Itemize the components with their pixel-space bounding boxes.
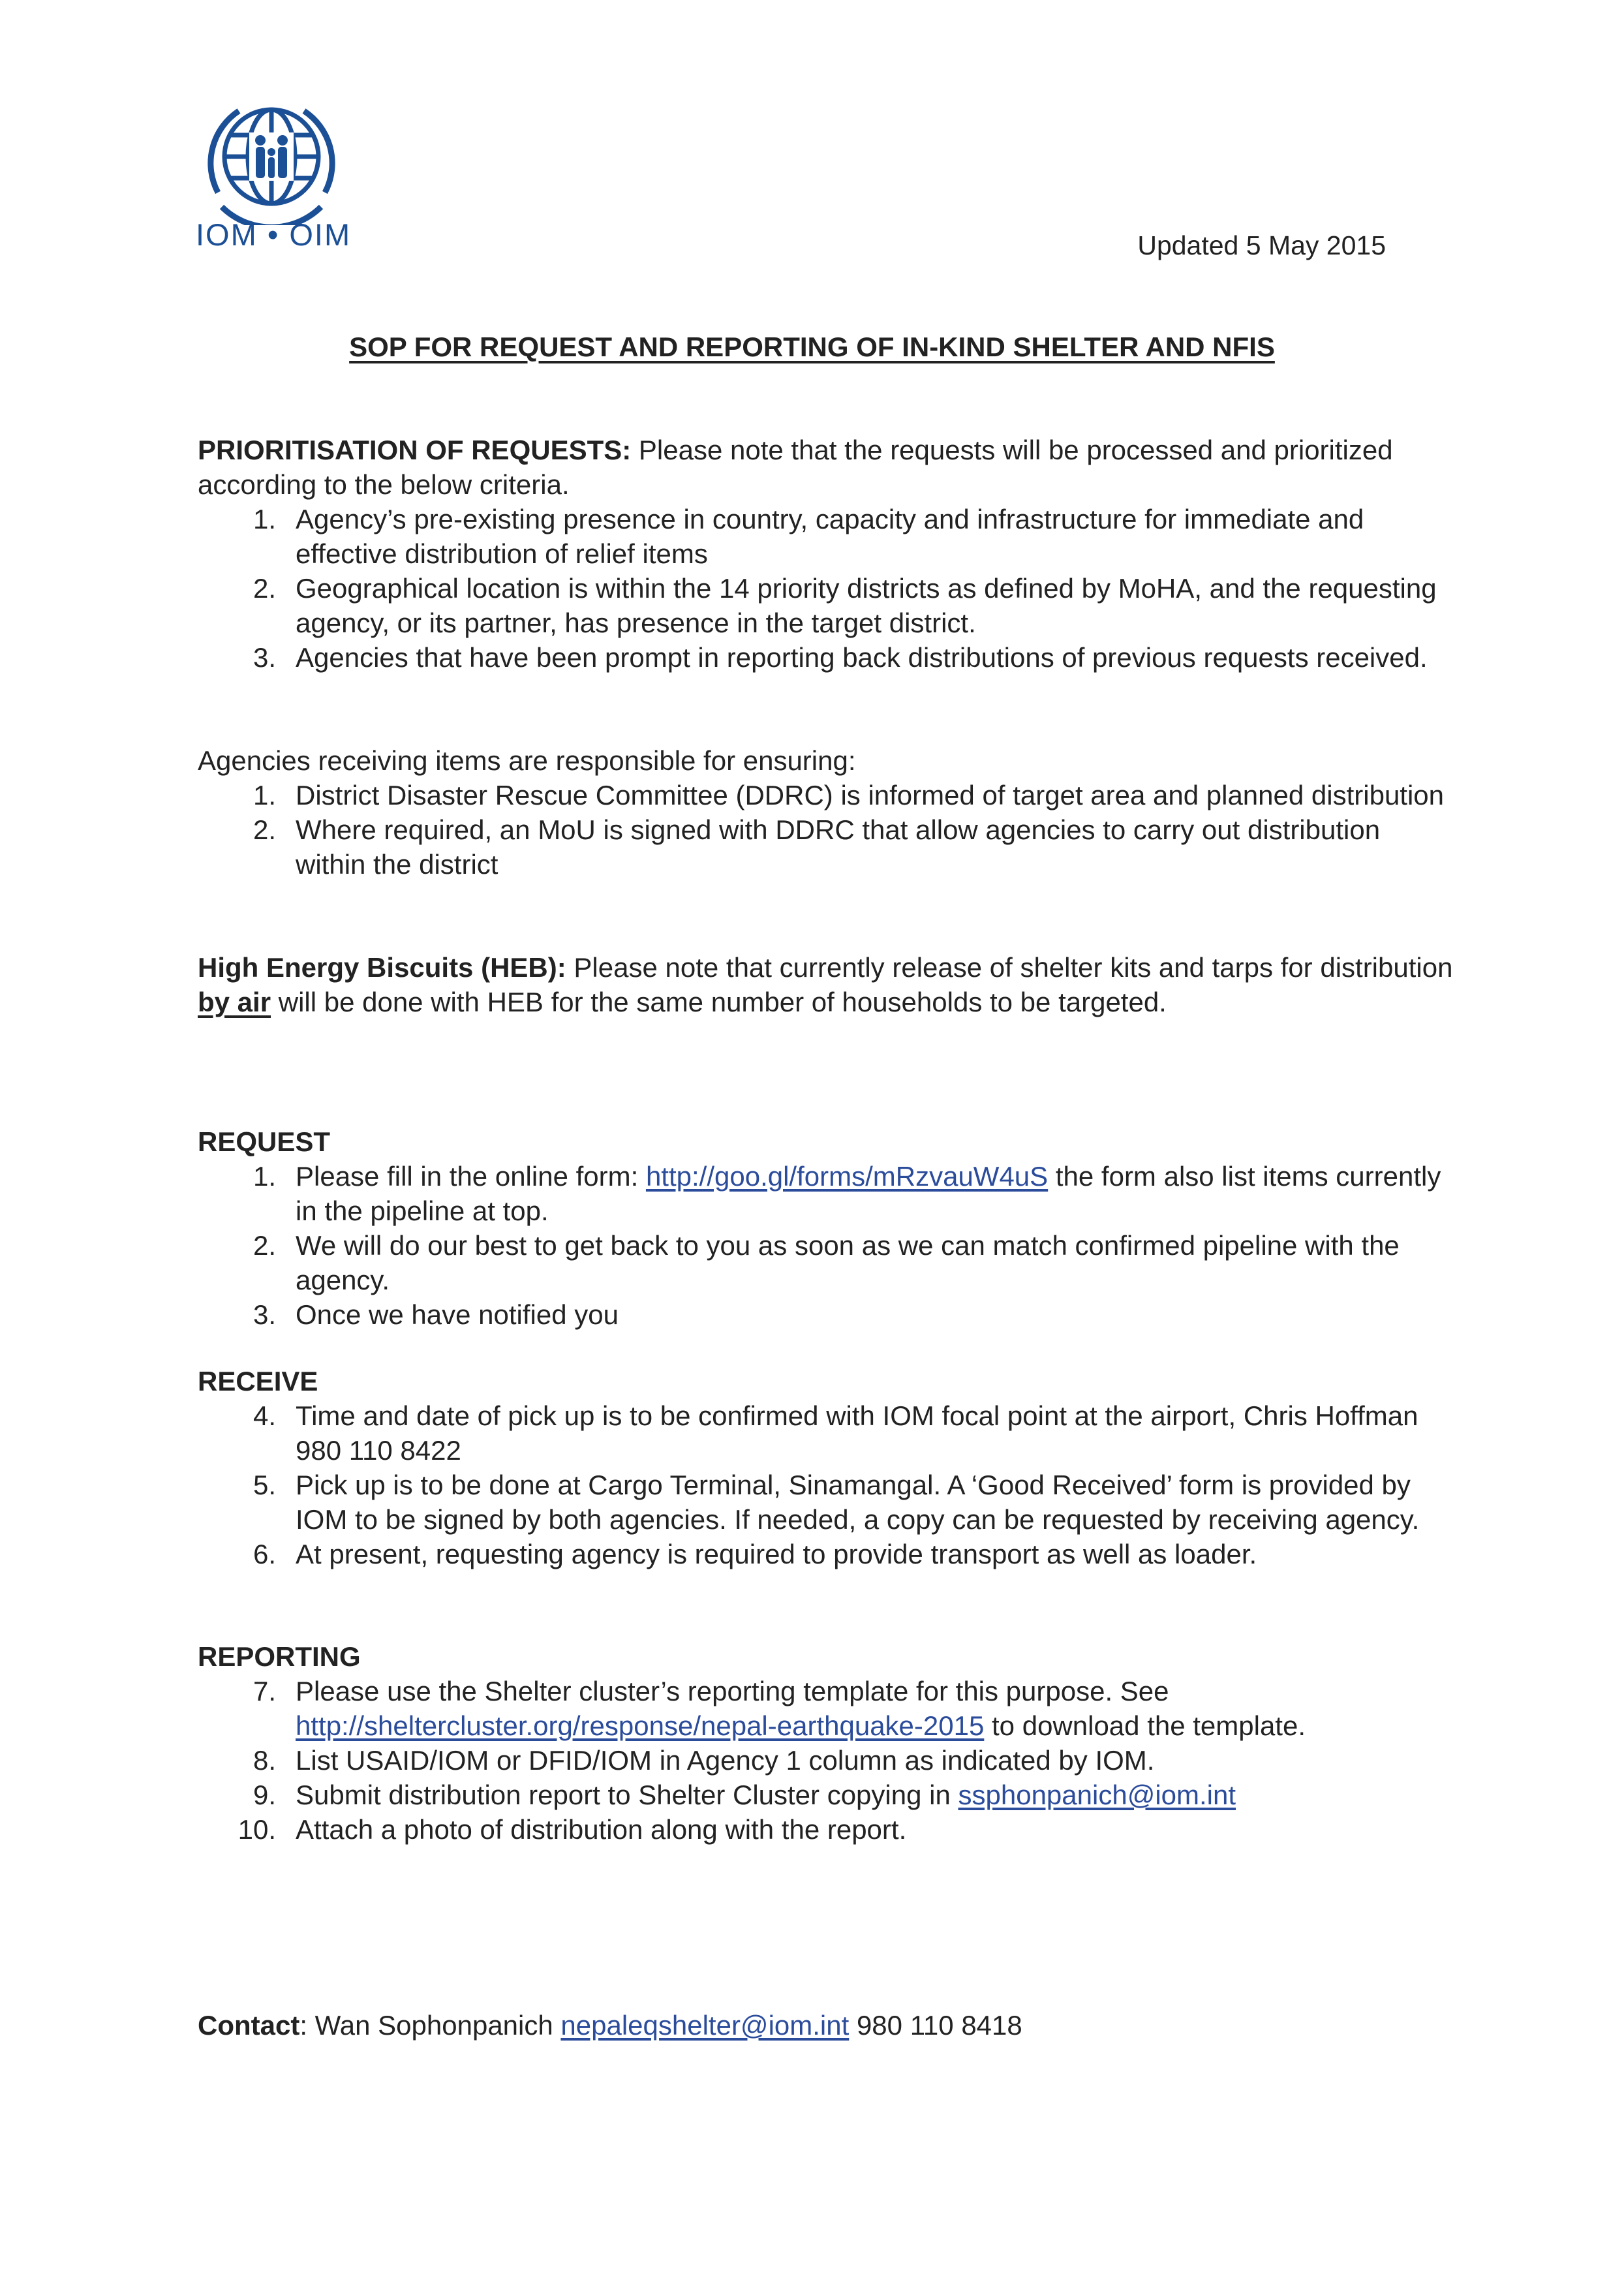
list-number: 2. [253,814,276,845]
list-item [198,1398,1457,1468]
list-number: 8. [253,1745,276,1776]
list-item [198,1674,1457,1743]
list-number: 2. [253,573,276,604]
contact-line [198,2008,1457,2043]
responsibilities-list [198,778,1457,882]
request-heading: REQUEST [198,1126,331,1157]
heb-section [198,950,1457,1019]
prioritisation-intro [198,433,1457,502]
contact-phone: 980 110 8418 [849,2010,1022,2041]
list-item-text: Agency’s pre-existing presence in country, capacity and infrastructure for immediate and effective distribution of relief items [296,504,1364,569]
list-item-text: At present, requesting agency is required to provide transport as well as loader. [296,1539,1257,1569]
heb-text-before: Please note that currently release of shelter kits and tarps for distribution [566,952,1453,983]
list-item [198,1297,1457,1332]
list-item-text: Pick up is to be done at Cargo Terminal, Sinamangal. A ‘Good Received’ form is provided by IOM to be signed by both agencies. If needed, a copy can be requested by receiving agency. [296,1470,1420,1535]
list-number: 2. [253,1230,276,1261]
contact-section [198,2008,1457,2043]
responsibilities-intro: Agencies receiving items are responsible for ensuring: [198,745,856,776]
list-item [198,1812,1457,1847]
responsibilities-section [198,743,1457,882]
list-number: 10. [237,1814,276,1845]
list-number: 3. [253,1299,276,1330]
list-item-text: Please use the Shelter cluster’s reporting template for this purpose. See [296,1676,1169,1706]
shelter-cluster-link[interactable]: http://sheltercluster.org/response/nepal-earthquake-2015 [296,1710,985,1741]
request-section [198,1124,1457,1332]
iom-logo-text: IOM • OIM [196,217,352,252]
list-item-text: Where required, an MoU is signed with DDRC that allow agencies to carry out distribution within the district [296,814,1381,880]
list-item [198,1743,1457,1778]
heb-emphasis: by air [198,987,271,1017]
list-item [198,640,1457,675]
list-item-text: to download the template. [984,1710,1306,1741]
list-item-text: List USAID/IOM or DFID/IOM in Agency 1 column as indicated by IOM. [296,1745,1155,1776]
reporting-section [198,1639,1457,1847]
list-item [198,1159,1457,1228]
heb-text-after: will be done with HEB for the same number of households to be targeted. [271,987,1167,1017]
reporting-list [198,1674,1457,1847]
receive-list [198,1398,1457,1571]
list-number: 9. [253,1780,276,1810]
list-item-text: Submit distribution report to Shelter Cluster copying in [296,1780,958,1810]
list-number: 1. [253,780,276,810]
list-item-text: We will do our best to get back to you as soon as we can match confirmed pipeline with the agency. [296,1230,1400,1295]
list-number: 1. [253,504,276,534]
list-item [198,571,1457,640]
list-number: 5. [253,1470,276,1500]
list-item-text: Agencies that have been prompt in reporting back distributions of previous requests received. [296,642,1428,673]
iom-globe-icon [193,95,350,225]
list-item-text: Time and date of pick up is to be confirmed with IOM focal point at the airport, Chris Hoffman 980 110 8422 [296,1400,1418,1466]
list-item [198,1468,1457,1537]
list-item [198,1537,1457,1571]
contact-name: : Wan Sophonpanich [299,2010,561,2041]
list-item [198,1778,1457,1812]
prioritisation-list [198,502,1457,675]
prioritisation-intro-text: Please note that the requests will be processed and prioritized according to the below criteria. [198,435,1393,500]
list-item [198,812,1457,882]
updated-date: Updated 5 May 2015 [1137,230,1386,260]
prioritisation-label: PRIORITISATION OF REQUESTS: [198,435,632,465]
prioritisation-section [198,433,1457,675]
list-number: 6. [253,1539,276,1569]
list-item [198,502,1457,571]
list-item-text: Geographical location is within the 14 priority districts as defined by MoHA, and the requesting agency, or its partner, has presence in the target district. [296,573,1437,638]
list-number: 3. [253,642,276,673]
list-number: 4. [253,1400,276,1431]
list-number: 1. [253,1161,276,1192]
list-number: 7. [253,1676,276,1706]
online-form-link[interactable]: http://goo.gl/forms/mRzvauW4uS [645,1161,1049,1192]
heb-paragraph [198,950,1457,1019]
list-item-text: District Disaster Rescue Committee (DDRC) is informed of target area and planned distribution [296,780,1445,810]
list-item-text: the form also list items currently in the pipeline at top. [296,1161,1441,1226]
document-title: SOP FOR REQUEST AND REPORTING OF IN-KIND SHELTER AND NFIS [349,332,1275,362]
list-item [198,1228,1457,1297]
list-item-text: Once we have notified you [296,1299,619,1330]
list-item [198,778,1457,812]
receive-section [198,1364,1457,1571]
reporting-heading: REPORTING [198,1641,361,1672]
list-item-text: Please fill in the online form: [296,1161,646,1192]
request-list [198,1159,1457,1332]
contact-email-link[interactable]: nepaleqshelter@iom.int [560,2010,850,2041]
contact-label: Contact [198,2010,300,2041]
heb-label: High Energy Biscuits (HEB): [198,952,566,983]
receive-heading: RECEIVE [198,1366,318,1396]
report-email-link[interactable]: ssphonpanich@iom.int [958,1780,1236,1810]
list-item-text: Attach a photo of distribution along with the report. [296,1814,907,1845]
